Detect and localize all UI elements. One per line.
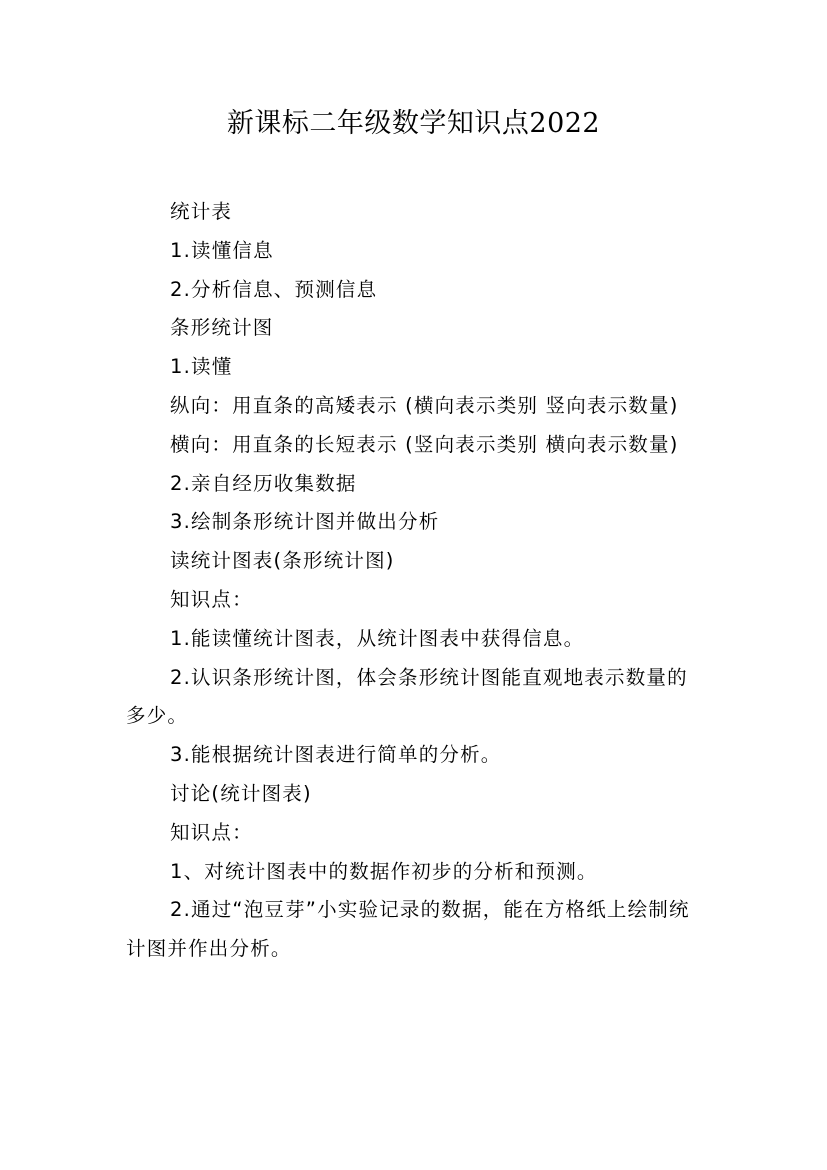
paragraph-10: 读统计图表(条形统计图) <box>170 549 395 573</box>
paragraph-1: 统计表 <box>170 200 233 223</box>
paragraph-8: 2.亲自经历收集数据 <box>170 471 357 495</box>
paragraph-17: 1、对统计图表中的数据作初步的分析和预测。 <box>170 859 598 883</box>
paragraph-15: 讨论(统计图表) <box>170 781 312 805</box>
paragraph-6: 纵向：用直条的高矮表示 (横向表示类别 竖向表示数量) <box>170 393 679 417</box>
paragraph-16: 知识点： <box>170 820 253 844</box>
paragraph-14: 3.能根据统计图表进行简单的分析。 <box>170 743 502 767</box>
paragraph-13: 2.认识条形统计图，体会条形统计图能直观地表示数量的多少。 <box>126 665 688 728</box>
paragraph-3: 2.分析信息、预测信息 <box>170 277 378 301</box>
paragraph-5: 1.读懂 <box>170 355 233 379</box>
paragraph-12: 1.能读懂统计图表，从统计图表中获得信息。 <box>170 626 585 650</box>
paragraph-4: 条形统计图 <box>170 316 274 340</box>
paragraph-7: 横向：用直条的长短表示 (竖向表示类别 横向表示数量) <box>170 432 679 456</box>
paragraph-11: 知识点： <box>170 587 253 611</box>
paragraph-18: 2.通过“泡豆芽”小实验记录的数据，能在方格纸上绘制统计图并作出分析。 <box>126 898 690 961</box>
paragraph-9: 3.绘制条形统计图并做出分析 <box>170 510 440 534</box>
paragraph-2: 1.读懂信息 <box>170 238 274 262</box>
document-title: 新课标二年级数学知识点2022 <box>226 108 601 139</box>
document-body <box>126 193 706 969</box>
